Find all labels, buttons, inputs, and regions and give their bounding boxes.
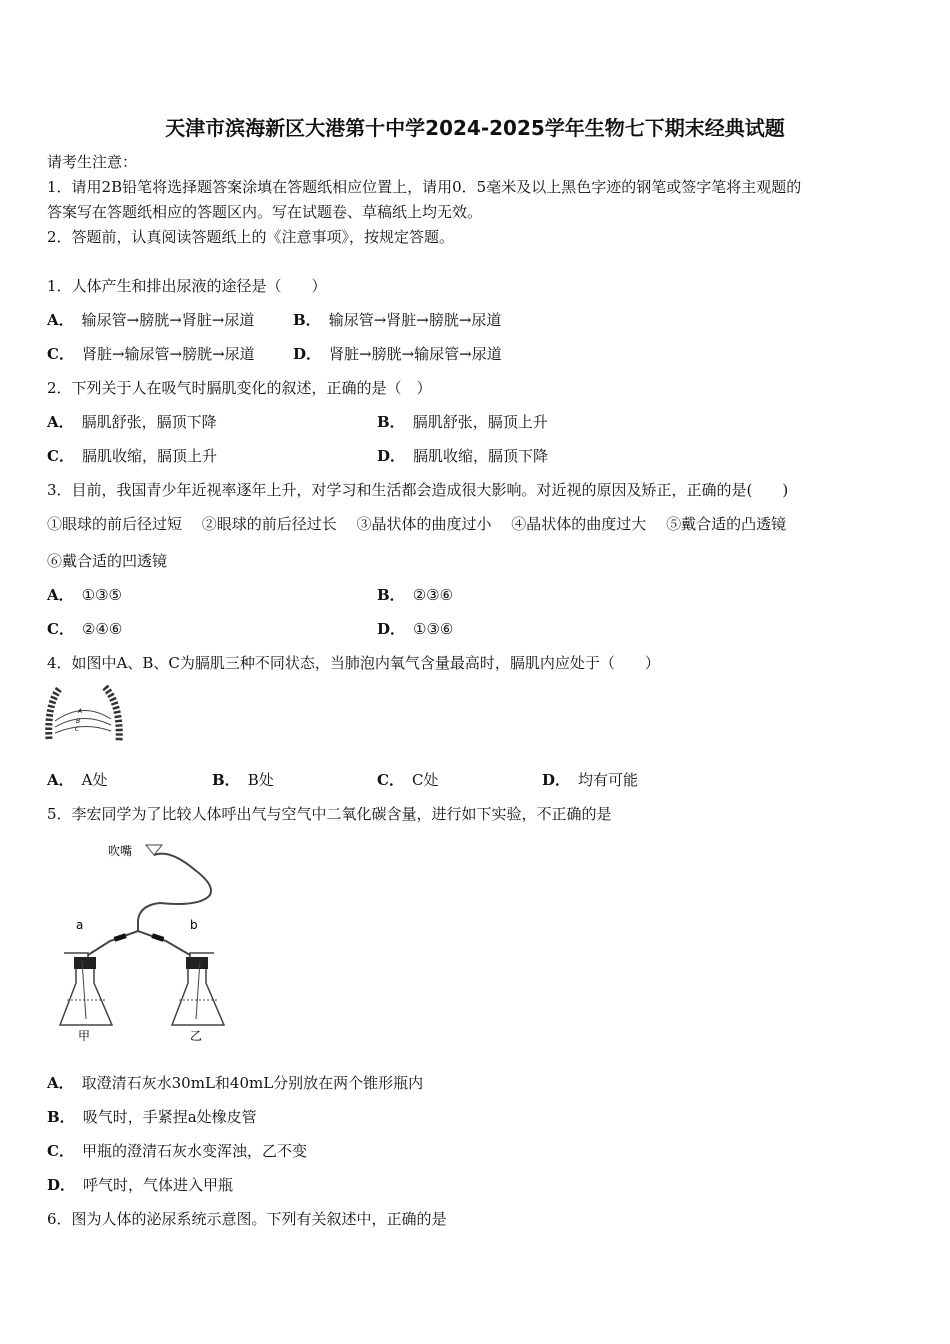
right-rib-wall	[105, 687, 119, 741]
q2-option-a	[47, 412, 217, 432]
diaphragm-line-b	[55, 718, 111, 727]
fig-label-yi: 乙	[190, 1029, 203, 1043]
option-key: D．	[542, 771, 571, 789]
question-2-stem: 2．下列关于人在吸气时膈肌变化的叙述，正确的是（ ）	[47, 379, 432, 397]
option-text: ①③⑥	[413, 620, 454, 638]
question-3-items-1: ①眼球的前后径过短 ②眼球的前后径过长 ③晶状体的曲度过小 ④晶状体的曲度过大 ⑤戴合适的凸透镜	[47, 515, 787, 533]
option-key: D．	[47, 1176, 76, 1194]
option-key: C．	[47, 345, 74, 363]
q1-option-c	[47, 344, 255, 364]
question-3-stem: 3．目前，我国青少年近视率逐年上升，对学习和生活都会造成很大影响。对近视的原因及矫正，正确的是( )	[47, 481, 789, 499]
option-key: A．	[47, 413, 74, 431]
option-key: B．	[293, 311, 321, 329]
option-key: A．	[47, 771, 74, 789]
option-text: 取澄清石灰水30mL和40mL分别放在两个锥形瓶内	[81, 1074, 424, 1092]
option-text: C处	[411, 771, 439, 789]
fig-label-b: b	[190, 918, 198, 932]
q1-option-a	[47, 310, 254, 330]
clamp-a	[114, 933, 127, 941]
q2-option-d	[377, 446, 548, 466]
option-text: 均有可能	[578, 771, 639, 789]
option-text: 膈肌舒张，膈顶上升	[412, 413, 548, 431]
option-key: B．	[212, 771, 240, 789]
question-4-stem: 4．如图中A、B、C为膈肌三种不同状态，当肺泡内氧气含量最高时，膈肌内应处于（ ）	[47, 654, 660, 672]
q4-option-a	[47, 770, 107, 790]
left-rib-wall	[49, 689, 59, 741]
q2-option-c	[47, 446, 217, 466]
fig-label-jia: 甲	[78, 1029, 91, 1043]
option-key: B．	[377, 586, 405, 604]
option-text: 膈肌收缩，膈顶上升	[81, 447, 217, 465]
q4-option-c	[377, 770, 438, 790]
option-text: 吸气时，手紧捏a处橡皮管	[82, 1108, 257, 1126]
fig-label-a: a	[76, 918, 84, 932]
diaphragm-line-c	[55, 726, 111, 733]
q5-option-a	[47, 1073, 423, 1093]
inlet-tube-yi	[196, 961, 200, 1019]
question-5-stem: 5．李宏同学为了比较人体呼出气与空气中二氧化碳含量，进行如下实验，不正确的是	[47, 805, 612, 823]
q5-option-c	[47, 1141, 307, 1161]
option-text: 膈肌舒张，膈顶下降	[81, 413, 217, 431]
notice-line-1: 1．请用2B铅笔将选择题答案涂填在答题纸相应位置上，请用0．5毫米及以上黑色字迹的钢笔或签字笔将主观题的	[47, 178, 802, 196]
fig-label-b: B	[76, 718, 81, 725]
option-text: 输尿管→肾脏→膀胱→尿道	[328, 311, 502, 329]
q5-option-b	[47, 1107, 257, 1127]
question-3-items-2: ⑥戴合适的凹透镜	[47, 552, 168, 570]
option-key: C．	[47, 447, 74, 465]
option-key: B．	[377, 413, 405, 431]
option-text: ①③⑤	[81, 586, 122, 604]
q5-option-d	[47, 1175, 233, 1195]
option-key: D．	[377, 447, 406, 465]
clamp-b	[151, 933, 164, 941]
notice-line-3: 2．答题前，认真阅读答题纸上的《注意事项》，按规定答题。	[47, 228, 455, 246]
question-6-stem: 6．图为人体的泌尿系统示意图。下列有关叙述中，正确的是	[47, 1210, 447, 1228]
question-1-stem: 1．人体产生和排出尿液的途径是（ ）	[47, 277, 327, 295]
option-key: B．	[47, 1108, 75, 1126]
mouthpiece-tube	[138, 854, 211, 920]
option-text: B处	[247, 771, 274, 789]
q3-option-b	[377, 585, 453, 605]
inlet-tube-jia	[82, 961, 86, 1019]
q4-option-b	[212, 770, 274, 790]
branch-tubes	[88, 931, 190, 955]
fig-label-mouthpiece: 吹嘴	[108, 844, 133, 858]
option-key: C．	[47, 620, 74, 638]
option-text: 膈肌收缩，膈顶下降	[413, 447, 549, 465]
option-text: 肾脏→输尿管→膀胱→尿道	[81, 345, 255, 363]
q3-option-d	[377, 619, 453, 639]
option-key: A．	[47, 586, 74, 604]
q3-option-a	[47, 585, 122, 605]
fig-label-c: C	[75, 726, 80, 733]
q1-option-d	[293, 344, 502, 364]
q2-option-b	[377, 412, 548, 432]
q1-option-b	[293, 310, 501, 330]
option-key: A．	[47, 1074, 74, 1092]
diaphragm-figure	[45, 683, 125, 745]
option-key: C．	[47, 1142, 74, 1160]
option-text: ②③⑥	[412, 586, 454, 604]
option-key: D．	[293, 345, 322, 363]
diaphragm-line-a	[55, 710, 111, 721]
option-text: 输尿管→膀胱→肾脏→尿道	[81, 311, 255, 329]
option-key: D．	[377, 620, 406, 638]
stopper-jia	[74, 957, 96, 969]
option-text: 肾脏→膀胱→输尿管→尿道	[329, 345, 502, 363]
option-text: 甲瓶的澄清石灰水变浑浊，乙不变	[81, 1142, 307, 1160]
page-title: 天津市滨海新区大港第十中学2024-2025学年生物七下期末经典试题	[165, 116, 785, 140]
option-text: 呼气时，气体进入甲瓶	[83, 1176, 234, 1194]
option-key: A．	[47, 311, 74, 329]
lime-water-apparatus-figure	[50, 835, 240, 1045]
stopper-yi	[186, 957, 208, 969]
notice-line-2: 答案写在答题纸相应的答题区内。写在试题卷、草稿纸上均无效。	[47, 203, 483, 221]
option-text: A处	[81, 771, 108, 789]
notice-heading: 请考生注意：	[47, 153, 138, 171]
fig-label-a: A	[78, 708, 83, 715]
q3-option-c	[47, 619, 122, 639]
option-text: ②④⑥	[81, 620, 123, 638]
option-key: C．	[377, 771, 404, 789]
q4-option-d	[542, 770, 638, 790]
